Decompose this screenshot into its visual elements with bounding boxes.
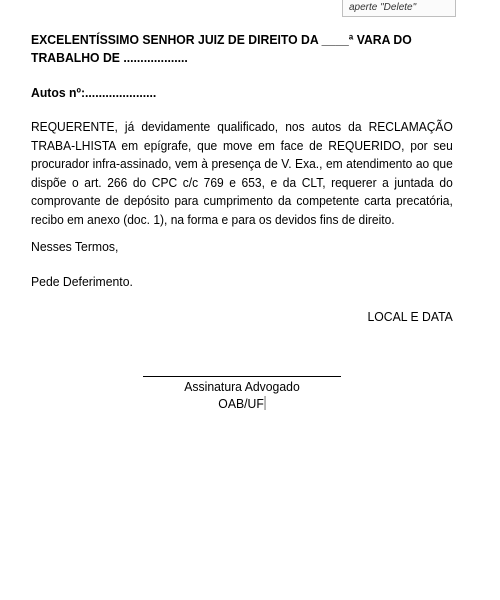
signature-registry-wrap[interactable] [149,395,335,412]
closing-line: Nesses Termos, [31,239,119,254]
signature-registry[interactable]: OAB/UF [218,396,264,411]
petition-body: REQUERENTE, já devidamente qualificado, nos autos da RECLAMAÇÃO TRABA-LHISTA em epígrafe, que move em face de REQUERIDO, por seu procurador infra-assinado, vem à presença de V. Exa., em atendimento ao que dispõe o art. 266 do CPC c/c 769 e 653, e da CLT, requerer a juntada do comprovante de depósito para cumprimento da competente carta precatória, recibo em anexo (doc. 1), na forma e para os devidos fins de direito. [31,119,453,227]
place-date-line: LOCAL E DATA [367,309,453,324]
signature-block [143,378,341,412]
delete-hint-text: aperte "Delete" [349,2,417,13]
request-line: Pede Deferimento. [31,274,133,289]
signature-rule [143,376,341,377]
text-cursor [265,396,266,410]
case-number-line: Autos nº:..................... [31,85,157,100]
signature-name: Assinatura Advogado [184,379,300,394]
document-title: EXCELENTÍSSIMO SENHOR JUIZ DE DIREITO DA ____ª VARA DO TRABALHO DE ................... [31,32,412,65]
delete-hint-box [342,0,456,17]
